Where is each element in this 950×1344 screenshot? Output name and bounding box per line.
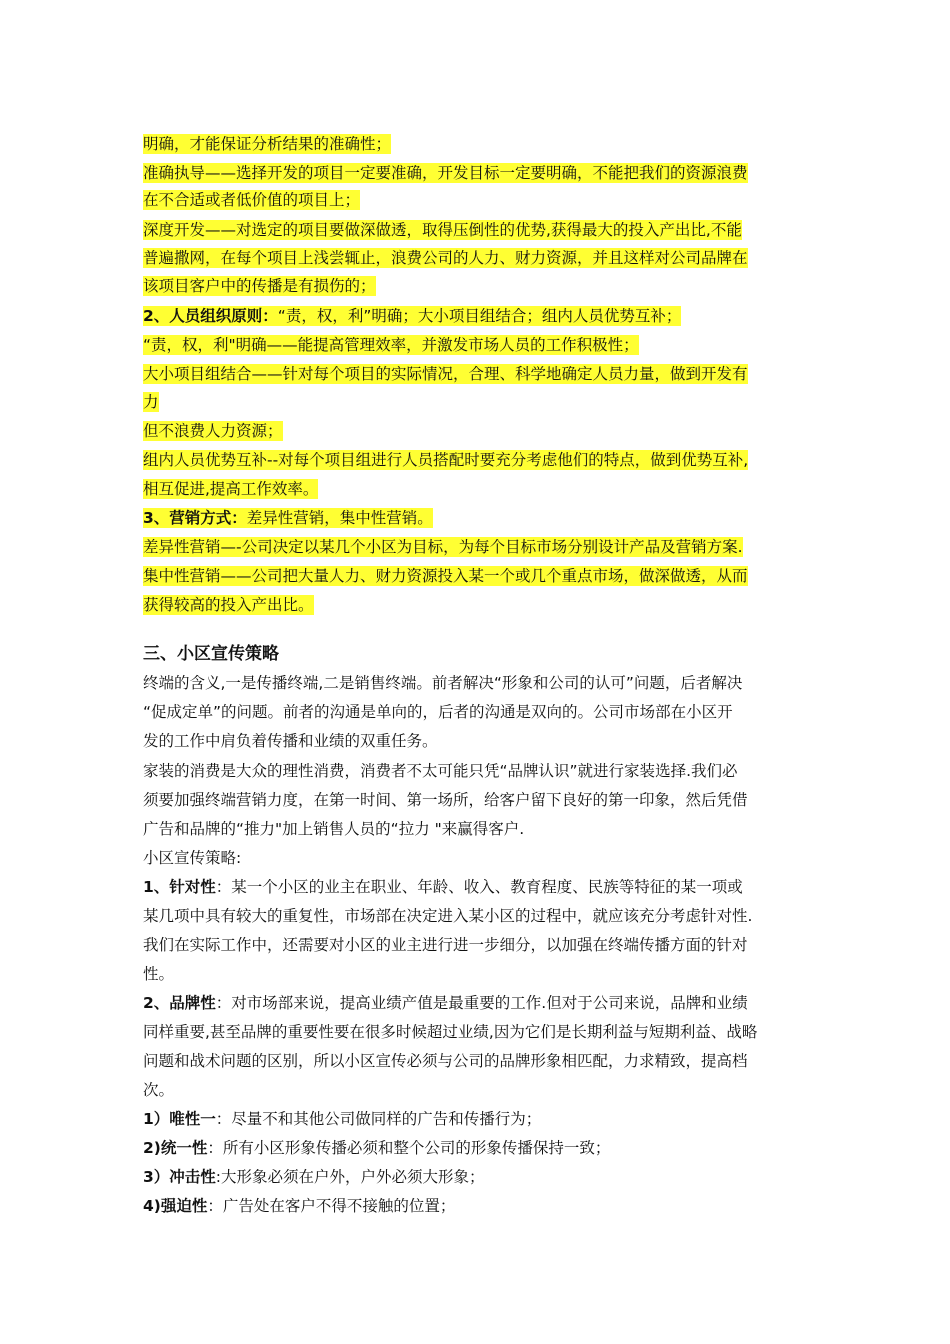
- paragraph-line: 发的工作中肩负着传播和业绩的双重任务。: [143, 732, 438, 750]
- section-item-heading: 2、人员组织原则：“责，权，利”明确；大小项目组结合；组内人员优势互补；: [143, 307, 682, 325]
- paragraph-line: 组内人员优势互补--对每个项目组进行人员搭配时要充分考虑他们的特点，做到优势互补,: [143, 451, 749, 469]
- list-item: 2)统一性：所有小区形象传播必须和整个公司的形象传播保持一致；: [143, 1139, 611, 1157]
- paragraph-line: 我们在实际工作中，还需要对小区的业主进行进一步细分，以加强在终端传播方面的针对: [143, 936, 748, 954]
- list-item: 4)强迫性：广告处在客户不得不接触的位置；: [143, 1197, 456, 1215]
- paragraph-line: 问题和战术问题的区别，所以小区宣传必须与公司的品牌形象相匹配，力求精致，提高档: [143, 1052, 748, 1070]
- paragraph-line: 差异性营销—-公司决定以某几个小区为目标，为每个目标市场分别设计产品及营销方案.: [143, 538, 743, 556]
- paragraph-line: 相互促进,提高工作效率。: [143, 480, 319, 498]
- paragraph-line: 准确执导——选择开发的项目一定要准确，开发目标一定要明确，不能把我们的资源浪费: [143, 164, 748, 182]
- paragraph-line: 在不合适或者低价值的项目上；: [143, 191, 361, 209]
- paragraph-line: 但不浪费人力资源；: [143, 422, 283, 440]
- paragraph-line: 该项目客户中的传播是有损伤的；: [143, 277, 376, 295]
- paragraph-line: 须要加强终端营销力度，在第一时间、第一场所，给客户留下良好的第一印象，然后凭借: [143, 791, 748, 809]
- list-item: 1、针对性：某一个小区的业主在职业、年龄、收入、教育程度、民族等特征的某一项或: [143, 878, 743, 896]
- paragraph-line: 深度开发——对选定的项目要做深做透，取得压倒性的优势,获得最大的投入产出比,不能: [143, 221, 742, 239]
- paragraph-line: 家装的消费是大众的理性消费，消费者不太可能只凭“品牌认识”就进行家装选择.我们必: [143, 762, 738, 780]
- paragraph-line: 同样重要,甚至品牌的重要性要在很多时候超过业绩,因为它们是长期利益与短期利益、战略: [143, 1023, 758, 1041]
- section-title: 三、小区宣传策略: [143, 644, 279, 664]
- paragraph-line: “促成定单”的问题。前者的沟通是单向的，后者的沟通是双向的。公司市场部在小区开: [143, 703, 733, 721]
- list-item: 2、品牌性：对市场部来说，提高业绩产值是最重要的工作.但对于公司来说，品牌和业绩: [143, 994, 748, 1012]
- paragraph-line: 性。: [143, 965, 175, 983]
- paragraph-line: 集中性营销——公司把大量人力、财力资源投入某一个或几个重点市场，做深做透，从而: [143, 567, 748, 585]
- paragraph-line: 力: [143, 393, 159, 411]
- list-item: 3）冲击性:大形象必须在户外，户外必须大形象；: [143, 1168, 485, 1186]
- paragraph-line: 普遍撒网，在每个项目上浅尝辄止，浪费公司的人力、财力资源，并且这样对公司品牌在: [143, 249, 748, 267]
- paragraph-line: 广告和品牌的“推力"加上销售人员的“拉力 "来赢得客户.: [143, 820, 525, 838]
- paragraph-line: 大小项目组结合——针对每个项目的实际情况，合理、科学地确定人员力量，做到开发有: [143, 365, 748, 383]
- list-item: 1）唯性一：尽量不和其他公司做同样的广告和传播行为；: [143, 1110, 542, 1128]
- paragraph-line: “责，权，利"明确——能提高管理效率，并激发市场人员的工作积极性；: [143, 336, 639, 354]
- paragraph-line: 某几项中具有较大的重复性，市场部在决定进入某小区的过程中，就应该充分考虑针对性.: [143, 907, 753, 925]
- paragraph-line: 小区宣传策略:: [143, 849, 242, 867]
- paragraph-line: 次。: [143, 1081, 175, 1099]
- paragraph-line: 获得较高的投入产出比。: [143, 596, 314, 614]
- paragraph-line: 明确，才能保证分析结果的准确性；: [143, 135, 392, 153]
- section-item-heading: 3、营销方式：差异性营销，集中性营销。: [143, 509, 433, 527]
- paragraph-line: 终端的含义,一是传播终端,二是销售终端。前者解决“形象和公司的认可”问题，后者解决: [143, 674, 743, 692]
